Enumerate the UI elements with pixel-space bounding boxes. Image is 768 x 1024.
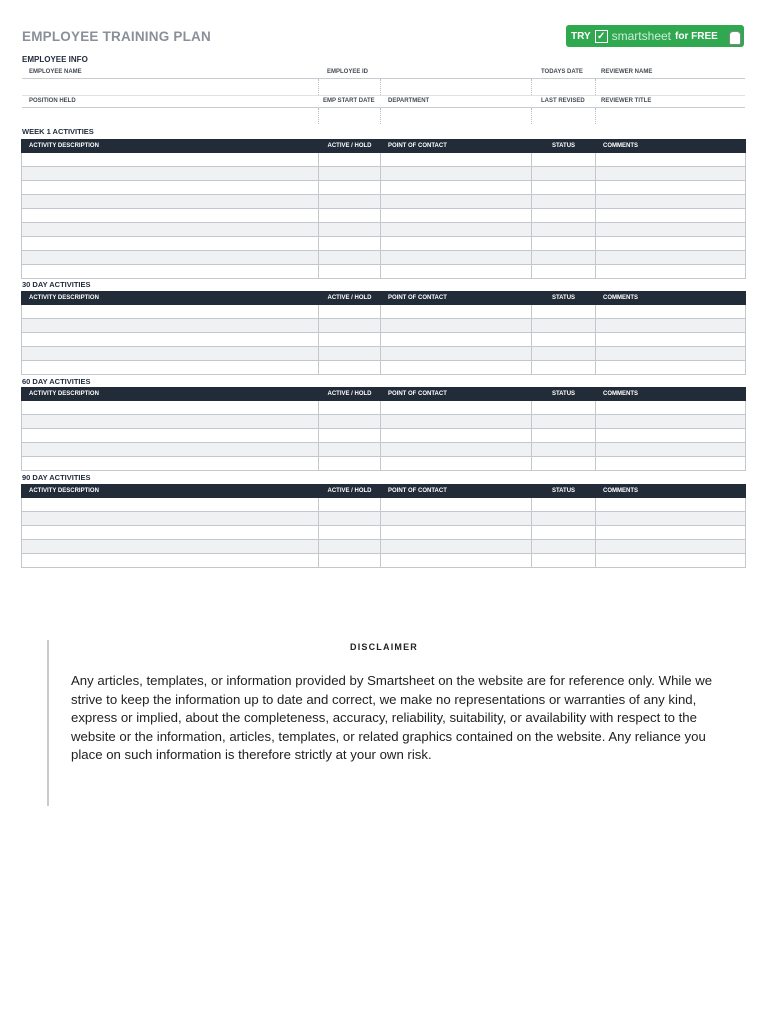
table-header-row	[22, 485, 746, 498]
table-cell[interactable]	[596, 361, 746, 375]
table-header-row	[22, 140, 746, 153]
table-cell[interactable]	[532, 209, 596, 223]
table-cell[interactable]	[381, 429, 532, 443]
table-cell[interactable]	[381, 540, 532, 554]
table-cell[interactable]	[381, 305, 532, 319]
table-cell[interactable]	[319, 153, 381, 167]
table-row	[22, 265, 746, 279]
table-cell[interactable]	[532, 457, 596, 471]
table-cell[interactable]	[381, 333, 532, 347]
info-row1-divider	[380, 79, 381, 95]
table-cell[interactable]	[22, 153, 319, 167]
column-header: ACTIVITY DESCRIPTION	[22, 388, 319, 401]
table-cell[interactable]	[532, 347, 596, 361]
table-cell[interactable]	[319, 167, 381, 181]
table-cell[interactable]	[381, 347, 532, 361]
column-header: POINT OF CONTACT	[381, 388, 532, 401]
table-cell[interactable]	[532, 498, 596, 512]
table-cell[interactable]	[596, 429, 746, 443]
table-cell[interactable]	[319, 181, 381, 195]
column-header: COMMENTS	[596, 485, 746, 498]
table-row	[22, 498, 746, 512]
table-cell[interactable]	[22, 167, 319, 181]
table-cell[interactable]	[22, 512, 319, 526]
table-cell[interactable]	[596, 153, 746, 167]
table-cell[interactable]	[22, 554, 319, 568]
table-row	[22, 526, 746, 540]
table-cell[interactable]	[381, 181, 532, 195]
table-header-row	[22, 388, 746, 401]
department-label: DEPARTMENT	[388, 98, 430, 104]
table-cell[interactable]	[381, 237, 532, 251]
table-cell[interactable]	[319, 512, 381, 526]
table-cell[interactable]	[532, 167, 596, 181]
table-cell[interactable]	[596, 540, 746, 554]
table-cell[interactable]	[596, 443, 746, 457]
table-cell[interactable]	[532, 319, 596, 333]
table-cell[interactable]	[532, 251, 596, 265]
60day-section-title: 60 DAY ACTIVITIES	[22, 377, 91, 386]
table-row	[22, 443, 746, 457]
table-cell[interactable]	[532, 415, 596, 429]
table-cell[interactable]	[22, 361, 319, 375]
table-cell[interactable]	[596, 195, 746, 209]
table-cell[interactable]	[22, 305, 319, 319]
table-cell[interactable]	[319, 443, 381, 457]
table-cell[interactable]	[381, 265, 532, 279]
table-cell[interactable]	[22, 415, 319, 429]
info-row2-divider	[380, 108, 381, 124]
table-cell[interactable]	[532, 429, 596, 443]
info-row1-top-line	[22, 78, 745, 79]
column-header: STATUS	[532, 388, 596, 401]
table-cell[interactable]	[319, 361, 381, 375]
table-cell[interactable]	[381, 457, 532, 471]
week1-activities-table	[21, 139, 746, 279]
table-row	[22, 153, 746, 167]
table-cell[interactable]	[22, 347, 319, 361]
table-cell[interactable]	[22, 333, 319, 347]
table-cell[interactable]	[532, 443, 596, 457]
table-row	[22, 251, 746, 265]
table-cell[interactable]	[319, 305, 381, 319]
table-cell[interactable]	[22, 251, 319, 265]
column-header: COMMENTS	[596, 292, 746, 305]
info-row2-top-line	[22, 107, 745, 108]
30day-activities-table	[21, 291, 746, 375]
table-cell[interactable]	[319, 554, 381, 568]
table-row	[22, 554, 746, 568]
employee-info-title: EMPLOYEE INFO	[22, 55, 88, 64]
try-label: TRY	[571, 30, 591, 42]
info-row2-divider	[595, 108, 596, 124]
table-row	[22, 429, 746, 443]
table-cell[interactable]	[532, 333, 596, 347]
table-cell[interactable]	[596, 251, 746, 265]
disclaimer-accent-bar	[47, 640, 49, 806]
table-cell[interactable]	[319, 526, 381, 540]
table-cell[interactable]	[596, 415, 746, 429]
table-cell[interactable]	[596, 401, 746, 415]
last-revised-label: LAST REVISED	[541, 98, 585, 104]
table-cell[interactable]	[22, 181, 319, 195]
table-cell[interactable]	[22, 319, 319, 333]
table-cell[interactable]	[596, 347, 746, 361]
table-cell[interactable]	[596, 167, 746, 181]
table-row	[22, 347, 746, 361]
column-header: ACTIVITY DESCRIPTION	[22, 292, 319, 305]
page-title: EMPLOYEE TRAINING PLAN	[22, 29, 211, 44]
table-cell[interactable]	[22, 498, 319, 512]
info-row1-divider	[318, 79, 319, 95]
table-cell[interactable]	[22, 457, 319, 471]
table-cell[interactable]	[596, 265, 746, 279]
table-cell[interactable]	[22, 429, 319, 443]
table-cell[interactable]	[381, 153, 532, 167]
table-cell[interactable]	[596, 457, 746, 471]
table-cell[interactable]	[319, 237, 381, 251]
table-row	[22, 361, 746, 375]
column-header: ACTIVE / HOLD	[319, 485, 381, 498]
table-row	[22, 512, 746, 526]
table-cell[interactable]	[381, 512, 532, 526]
brand-label: smartsheet	[611, 29, 671, 43]
column-header: STATUS	[532, 140, 596, 153]
column-header: COMMENTS	[596, 388, 746, 401]
todays-date-label: TODAYS DATE	[541, 69, 583, 75]
table-cell[interactable]	[532, 195, 596, 209]
table-cell[interactable]	[596, 209, 746, 223]
position-held-label: POSITION HELD	[29, 98, 76, 104]
table-cell[interactable]	[319, 265, 381, 279]
table-cell[interactable]	[22, 401, 319, 415]
table-cell[interactable]	[319, 401, 381, 415]
employee-id-label: EMPLOYEE ID	[327, 69, 369, 75]
try-smartsheet-button[interactable]	[566, 25, 744, 47]
table-cell[interactable]	[381, 319, 532, 333]
table-cell[interactable]	[319, 251, 381, 265]
table-cell[interactable]	[532, 554, 596, 568]
info-row1-divider	[595, 79, 596, 95]
column-header: STATUS	[532, 292, 596, 305]
table-cell[interactable]	[381, 554, 532, 568]
table-cell[interactable]	[22, 223, 319, 237]
table-cell[interactable]	[596, 223, 746, 237]
checkmark-icon: ✓	[595, 30, 608, 43]
table-cell[interactable]	[319, 415, 381, 429]
column-header: ACTIVE / HOLD	[319, 140, 381, 153]
table-cell[interactable]	[381, 251, 532, 265]
column-header: ACTIVE / HOLD	[319, 292, 381, 305]
table-row	[22, 401, 746, 415]
table-cell[interactable]	[596, 319, 746, 333]
info-row2-divider	[318, 108, 319, 124]
employee-name-label: EMPLOYEE NAME	[29, 69, 82, 75]
table-cell[interactable]	[381, 195, 532, 209]
table-cell[interactable]	[596, 498, 746, 512]
table-cell[interactable]	[532, 265, 596, 279]
table-row	[22, 237, 746, 251]
table-cell[interactable]	[532, 223, 596, 237]
90day-section-title: 90 DAY ACTIVITIES	[22, 473, 91, 482]
table-cell[interactable]	[532, 361, 596, 375]
table-cell[interactable]	[319, 347, 381, 361]
table-cell[interactable]	[22, 195, 319, 209]
table-cell[interactable]	[596, 333, 746, 347]
info-row1-divider	[531, 79, 532, 95]
column-header: ACTIVITY DESCRIPTION	[22, 485, 319, 498]
table-cell[interactable]	[596, 512, 746, 526]
table-header-row	[22, 292, 746, 305]
90day-activities-table	[21, 484, 746, 568]
table-row	[22, 305, 746, 319]
table-row	[22, 415, 746, 429]
table-row	[22, 167, 746, 181]
table-cell[interactable]	[532, 526, 596, 540]
table-cell[interactable]	[319, 457, 381, 471]
info-row2-divider	[531, 108, 532, 124]
table-cell[interactable]	[319, 195, 381, 209]
table-cell[interactable]	[532, 237, 596, 251]
info-row1-bottom-line	[22, 95, 745, 96]
table-cell[interactable]	[381, 498, 532, 512]
emp-start-date-label: EMP START DATE	[323, 98, 375, 104]
column-header: ACTIVITY DESCRIPTION	[22, 140, 319, 153]
table-cell[interactable]	[319, 209, 381, 223]
table-cell[interactable]	[532, 305, 596, 319]
table-cell[interactable]	[319, 429, 381, 443]
table-cell[interactable]	[319, 319, 381, 333]
table-cell[interactable]	[381, 209, 532, 223]
table-cell[interactable]	[532, 512, 596, 526]
table-cell[interactable]	[381, 361, 532, 375]
table-cell[interactable]	[596, 181, 746, 195]
table-row	[22, 223, 746, 237]
table-cell[interactable]	[596, 305, 746, 319]
table-cell[interactable]	[381, 526, 532, 540]
table-cell[interactable]	[381, 223, 532, 237]
table-cell[interactable]	[319, 540, 381, 554]
pointer-hand-icon	[729, 31, 741, 45]
column-header: COMMENTS	[596, 140, 746, 153]
column-header: POINT OF CONTACT	[381, 140, 532, 153]
table-row	[22, 195, 746, 209]
table-cell[interactable]	[22, 265, 319, 279]
table-cell[interactable]	[381, 443, 532, 457]
table-cell[interactable]	[319, 223, 381, 237]
table-cell[interactable]	[381, 167, 532, 181]
table-cell[interactable]	[596, 237, 746, 251]
table-row	[22, 209, 746, 223]
table-cell[interactable]	[532, 401, 596, 415]
column-header: POINT OF CONTACT	[381, 292, 532, 305]
table-cell[interactable]	[596, 526, 746, 540]
reviewer-title-label: REVIEWER TITLE	[601, 98, 652, 104]
table-cell[interactable]	[319, 498, 381, 512]
table-cell[interactable]	[22, 526, 319, 540]
table-row	[22, 181, 746, 195]
reviewer-name-label: REVIEWER NAME	[601, 69, 653, 75]
table-row	[22, 333, 746, 347]
table-row	[22, 457, 746, 471]
column-header: POINT OF CONTACT	[381, 485, 532, 498]
30day-section-title: 30 DAY ACTIVITIES	[22, 280, 91, 289]
disclaimer-title: DISCLAIMER	[350, 642, 418, 652]
table-row	[22, 319, 746, 333]
table-row	[22, 540, 746, 554]
table-cell[interactable]	[532, 153, 596, 167]
disclaimer-text: Any articles, templates, or information provided by Smartsheet on the website are for reference only. While we strive to keep the information up to date and correct, we make no representations or warranties of any kind, express or implied, about the completeness, accuracy, reliability, suitability, or availability with respect to the website or the information, articles, templates, or related graphics contained on the website. Any reliance you place on such information is therefore strictly at your own risk.	[71, 673, 713, 763]
free-label: for FREE	[675, 30, 718, 42]
table-cell[interactable]	[532, 181, 596, 195]
table-cell[interactable]	[22, 443, 319, 457]
table-cell[interactable]	[381, 401, 532, 415]
table-cell[interactable]	[596, 554, 746, 568]
table-cell[interactable]	[22, 540, 319, 554]
column-header: STATUS	[532, 485, 596, 498]
column-header: ACTIVE / HOLD	[319, 388, 381, 401]
table-cell[interactable]	[532, 540, 596, 554]
week1-section-title: WEEK 1 ACTIVITIES	[22, 127, 94, 136]
table-cell[interactable]	[319, 333, 381, 347]
60day-activities-table	[21, 387, 746, 471]
table-cell[interactable]	[381, 415, 532, 429]
table-cell[interactable]	[22, 237, 319, 251]
table-cell[interactable]	[22, 209, 319, 223]
